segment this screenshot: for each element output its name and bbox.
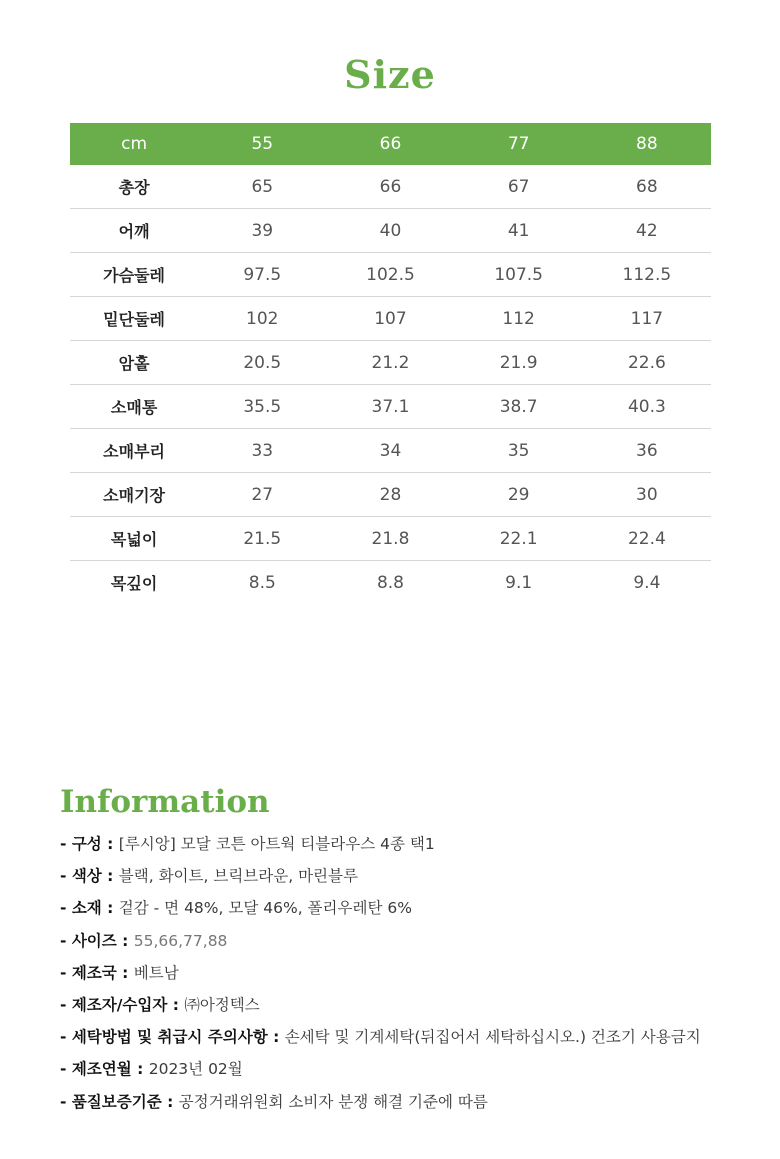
table-cell: 35.5 xyxy=(198,385,326,429)
header-cell-unit: cm xyxy=(70,123,198,165)
table-row xyxy=(70,385,711,429)
table-cell: 29 xyxy=(455,473,583,517)
table-row xyxy=(70,209,711,253)
table-cell: 21.2 xyxy=(326,341,454,385)
header-cell-size-77: 77 xyxy=(455,123,583,165)
table-cell: 20.5 xyxy=(198,341,326,385)
table-row xyxy=(70,429,711,473)
table-row xyxy=(70,473,711,517)
size-title: Size xyxy=(344,52,436,97)
info-key: - 품질보증기준 : xyxy=(60,1092,179,1111)
table-cell: 33 xyxy=(198,429,326,473)
table-cell: 21.8 xyxy=(326,517,454,561)
table-cell: 9.4 xyxy=(633,572,661,593)
table-row xyxy=(70,297,711,341)
info-item-country xyxy=(60,957,760,989)
table-cell: 35 xyxy=(455,429,583,473)
info-key: - 제조국 : xyxy=(60,963,134,982)
table-row xyxy=(70,165,711,209)
table-cell: 21.9 xyxy=(455,341,583,385)
table-cell: 40 xyxy=(326,209,454,253)
info-value: [루시앙] 모달 코튼 아트웍 티블라우스 4종 택1 xyxy=(118,835,435,853)
table-cell: 41 xyxy=(455,209,583,253)
table-cell: 9.1 xyxy=(505,572,533,593)
information-title: Information xyxy=(60,784,270,820)
table-cell: 107.5 xyxy=(455,253,583,297)
info-item-sizes xyxy=(60,925,760,957)
info-item-material xyxy=(60,892,760,924)
table-cell: 30 xyxy=(583,473,711,517)
info-item-composition xyxy=(60,828,760,860)
info-key: - 색상 : xyxy=(60,867,119,886)
table-cell: 28 xyxy=(326,473,454,517)
info-key: - 세탁방법 및 취급시 주의사항 : xyxy=(60,1028,285,1047)
info-value: 공정거래위원회 소비자 분쟁 해결 기준에 따름 xyxy=(178,1092,488,1111)
table-cell: 102 xyxy=(198,297,326,341)
table-cell: 8.8 xyxy=(376,572,404,593)
table-cell: 22.6 xyxy=(583,341,711,385)
table-row xyxy=(70,341,711,385)
table-cell: 39 xyxy=(198,209,326,253)
table-cell: 102.5 xyxy=(326,253,454,297)
table-cell: 36 xyxy=(583,429,711,473)
info-value: 55,66,77,88 xyxy=(133,931,228,950)
table-cell: 68 xyxy=(583,165,711,209)
header-cell-size-55: 55 xyxy=(198,123,326,165)
info-item-warranty xyxy=(60,1086,760,1118)
table-row xyxy=(70,253,711,297)
table-cell: 112.5 xyxy=(583,253,711,297)
info-value: 베트남 xyxy=(133,963,179,982)
table-cell: 22.4 xyxy=(583,517,711,561)
table-cell: 97.5 xyxy=(198,253,326,297)
row-label: 밑단둘레 xyxy=(70,297,198,341)
table-cell: 107 xyxy=(326,297,454,341)
table-cell: 42 xyxy=(583,209,711,253)
table-cell: 117 xyxy=(583,297,711,341)
row-label: 소매기장 xyxy=(70,473,198,517)
table-cell: 67 xyxy=(455,165,583,209)
info-item-color xyxy=(60,860,760,892)
info-key: - 제조자/수입자 : xyxy=(60,995,185,1014)
table-cell: 21.5 xyxy=(198,517,326,561)
table-row xyxy=(70,517,711,561)
table-cell: 66 xyxy=(326,165,454,209)
info-value: ㈜아정텍스 xyxy=(184,995,260,1014)
table-cell: 22.1 xyxy=(455,517,583,561)
header-cell-size-66: 66 xyxy=(326,123,454,165)
info-key: - 제조연월 : xyxy=(60,1060,149,1079)
table-cell: 27 xyxy=(198,473,326,517)
info-value: 겉감 - 면 48%, 모달 46%, 폴리우레탄 6% xyxy=(118,899,412,918)
info-key: - 구성 : xyxy=(60,835,119,853)
table-cell: 112 xyxy=(455,297,583,341)
info-item-care xyxy=(60,1021,760,1053)
row-label: 목넓이 xyxy=(70,517,198,561)
row-label: 암홀 xyxy=(70,341,198,385)
row-label: 어깨 xyxy=(70,209,198,253)
table-cell: 8.5 xyxy=(248,572,276,593)
info-value: 2023년 02월 xyxy=(148,1060,243,1079)
table-cell: 40.3 xyxy=(583,385,711,429)
info-value: 손세탁 및 기계세탁(뒤집어서 세탁하십시오.) 건조기 사용금지 xyxy=(284,1028,701,1047)
info-item-date xyxy=(60,1053,760,1085)
table-cell: 38.7 xyxy=(455,385,583,429)
row-label: 소매부리 xyxy=(70,429,198,473)
row-label: 가슴둘레 xyxy=(70,253,198,297)
size-table xyxy=(70,123,711,604)
row-label: 총장 xyxy=(70,165,198,209)
info-key: - 소재 : xyxy=(60,899,119,918)
table-row xyxy=(70,561,711,605)
table-cell: 65 xyxy=(198,165,326,209)
info-item-manufacturer xyxy=(60,989,760,1021)
header-cell-size-88: 88 xyxy=(583,123,711,165)
table-cell: 34 xyxy=(326,429,454,473)
info-key: - 사이즈 : xyxy=(60,931,134,950)
size-table-header-row xyxy=(70,123,711,165)
row-label: 소매통 xyxy=(70,385,198,429)
information-list xyxy=(60,828,760,1118)
info-value: 블랙, 화이트, 브릭브라운, 마린블루 xyxy=(118,867,358,886)
row-label: 목깊이 xyxy=(110,574,158,593)
table-cell: 37.1 xyxy=(326,385,454,429)
